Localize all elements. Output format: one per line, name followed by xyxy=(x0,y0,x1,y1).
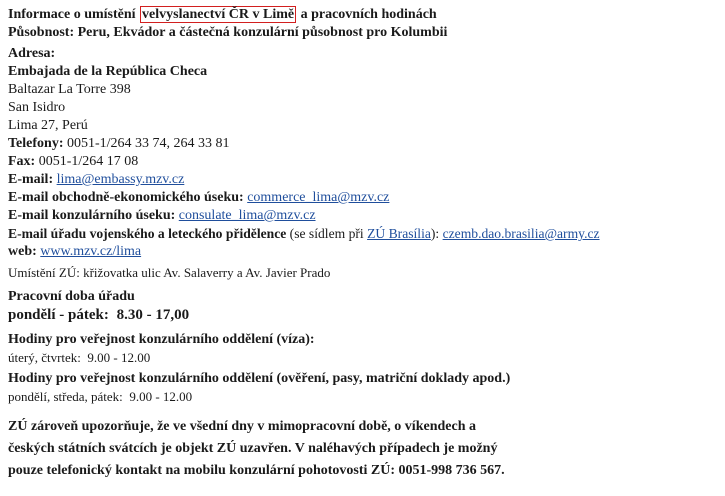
address-city: Lima 27, Perú xyxy=(8,118,88,133)
fax-label: Fax: xyxy=(8,154,36,169)
documents-hours-days: pondělí, středa, pátek: xyxy=(8,389,123,404)
commerce-email-label: E-mail obchodně-ekonomického úseku: xyxy=(8,190,244,205)
office-hours-row xyxy=(8,306,723,325)
military-note-suffix: ): xyxy=(430,226,443,241)
documents-hours-time: 9.00 - 12.00 xyxy=(129,389,193,404)
embassy-info-page xyxy=(8,6,723,482)
military-email-label: E-mail úřadu vojenského a leteckého přidělence xyxy=(8,226,287,241)
notice-line-2: českých státních svátcích je objekt ZÚ uzavřen. V naléhavých případech je možný xyxy=(8,441,498,456)
brasilia-link[interactable]: ZÚ Brasília xyxy=(367,226,431,241)
documents-hours-row xyxy=(8,388,723,406)
visa-hours-days: úterý, čtvrtek: xyxy=(8,350,81,365)
office-hours-title: Pracovní doba úřadu xyxy=(8,289,135,304)
consular-email-row xyxy=(8,207,723,225)
notice-line-3: pouze telefonický kontakt na mobilu konzulární pohotovosti ZÚ: 0051-998 736 567. xyxy=(8,463,505,478)
consular-email-label: E-mail konzulárního úseku: xyxy=(8,208,176,223)
phone-row xyxy=(8,135,723,153)
military-email-link[interactable]: czemb.dao.brasilia@army.cz xyxy=(442,226,600,241)
commerce-email-row xyxy=(8,189,723,207)
location-text: Umístění ZÚ: křižovatka ulic Av. Salaverry a Av. Javier Prado xyxy=(8,265,331,280)
address-name: Embajada de la República Checa xyxy=(8,64,208,79)
notice-line-1: ZÚ zároveň upozorňuje, že ve všední dny v mimopracovní době, o víkendech a xyxy=(8,419,476,434)
address-street: Baltazar La Torre 398 xyxy=(8,82,131,97)
web-label: web: xyxy=(8,244,37,259)
military-email-row xyxy=(8,225,723,243)
fax-row xyxy=(8,153,723,171)
web-row xyxy=(8,243,723,261)
phone-value: 0051-1/264 33 74, 264 33 81 xyxy=(63,136,230,151)
address-district: San Isidro xyxy=(8,100,66,115)
military-note-prefix: (se sídlem při xyxy=(286,226,368,241)
scope-line: Působnost: Peru, Ekvádor a částečná konzulární působnost pro Kolumbii xyxy=(8,25,448,40)
email-label: E-mail: xyxy=(8,172,54,187)
title-suffix: a pracovních hodinách xyxy=(297,7,437,22)
phone-label: Telefony: xyxy=(8,136,64,151)
page-title xyxy=(8,6,723,24)
office-hours-time: 8.30 - 17,00 xyxy=(116,307,190,323)
visa-hours-title: Hodiny pro veřejnost konzulárního oddělení (víza): xyxy=(8,332,315,347)
documents-hours-title: Hodiny pro veřejnost konzulárního oddělení (ověření, pasy, matriční doklady apod.) xyxy=(8,371,511,386)
fax-value: 0051-1/264 17 08 xyxy=(35,154,139,169)
email-row xyxy=(8,171,723,189)
visa-hours-row xyxy=(8,349,723,367)
address-label: Adresa: xyxy=(8,46,56,61)
title-highlight: velvyslanectví ČR v Limě xyxy=(142,7,295,22)
visa-hours-time: 9.00 - 12.00 xyxy=(87,350,151,365)
commerce-email-link[interactable]: commerce_lima@mzv.cz xyxy=(247,190,390,205)
office-hours-days: pondělí - pátek: xyxy=(8,307,109,323)
title-prefix: Informace o umístění xyxy=(8,7,140,22)
consular-email-link[interactable]: consulate_lima@mzv.cz xyxy=(178,208,316,223)
email-link[interactable]: lima@embassy.mzv.cz xyxy=(56,172,185,187)
web-link[interactable]: www.mzv.cz/lima xyxy=(40,244,142,259)
